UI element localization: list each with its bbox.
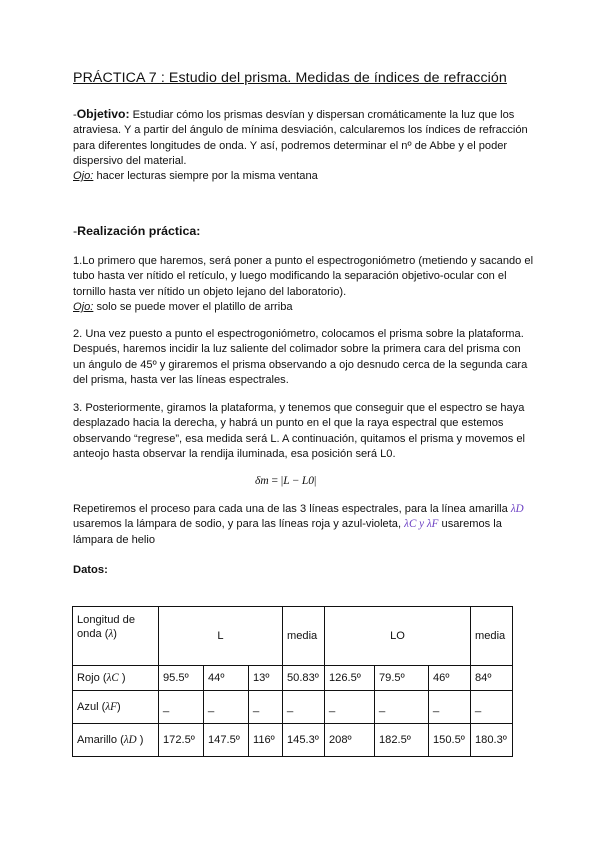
lamp-text-b: usaremos la lámpara de sodio, y para las líneas roja y azul-violeta, [73,518,405,531]
table-cell: 208º [325,724,375,757]
step-1-text: 1.Lo primero que haremos, será poner a punto el espectrogoniómetro (metiendo y sacando el tubo hasta ver nítido el retículo, y luego modificando la separación objetivo-ocular con el tornillo hasta ver nítido un objeto lejano del laboratorio). [73,255,534,298]
row-symbol: λC [106,672,119,684]
table-cell: 50.83º [283,666,325,691]
header-wavelength-b: onda ( [77,628,109,640]
table-row-rojo [73,666,513,691]
realizacion-dash: - [73,224,78,238]
lamp-text-a: Repetiremos el proceso para cada una de las 3 líneas espectrales, para la línea amarilla [73,503,511,515]
step-3-paragraph: 3. Posteriormente, giramos la plataforma, y tenemos que conseguir que el espectro se haya desplazado hacia la derecha, y habrá un punto en el que la raya espectral que estemos observando “regrese”, esa medida será L. A continuación, quitamos el prisma y movemos el anteojo hasta observar la rendija iluminada, esa posición será L0. [73,402,525,460]
table-row-azul [73,691,513,724]
objetivo-dash: - [73,109,77,121]
table-cell: 172.5º [159,724,204,757]
row-symbol: λF [105,701,117,713]
lambda-c-symbol: λC [404,518,417,531]
lamp-text-c: usaremos la lámpara de helio [73,518,502,546]
formula-a: L [283,475,290,487]
table-cell: _ [325,691,375,724]
row-label [73,724,159,757]
table-cell: 84º [471,666,513,691]
step-1-ojo-label: Ojo: [73,300,94,313]
objetivo-label: Objetivo: [76,107,130,121]
table-cell: 150.5º [429,724,471,757]
objetivo-ojo-text: hacer lecturas siempre por la misma ventana [93,170,318,183]
table-cell: _ [204,691,249,724]
realizacion-heading [73,224,200,238]
table-cell: 145.3º [283,724,325,757]
table-cell: 79.5º [375,666,429,691]
lambda-d-symbol: λD [510,503,524,515]
table-cell: 13º [249,666,283,691]
step-1-ojo-text: solo se puede mover el platillo de arriba [93,300,293,313]
formula-lhs: δm [255,475,269,487]
table-cell: _ [249,691,283,724]
objetivo-text: Estudiar cómo los prismas desvían y dispersan cromáticamente la luz que los atraviesa. Y a partir del ángulo de mínima desviación, calcularemos los índices de refracción para diferentes longitudes de onda. Y así, podremos determinar el nº de Abbe y el poder dispersivo del material. [73,109,528,167]
deviation-formula [255,475,316,487]
header-LO: LO [325,607,471,666]
page-title: PRÁCTICA 7 : Estudio del prisma. Medidas de índices de refracción [73,70,507,86]
table-cell: 44º [204,666,249,691]
objetivo-ojo-label: Ojo: [73,170,94,183]
table-cell: _ [429,691,471,724]
row-label [73,666,159,691]
formula-end: | [314,475,317,487]
table-header-row [73,607,513,666]
row-label-b: ) [116,701,121,713]
datos-heading: Datos: [73,564,108,576]
row-label [73,691,159,724]
formula-minus: − [289,475,302,487]
table-cell: 182.5º [375,724,429,757]
row-label-b: ) [118,672,126,684]
header-lambda-symbol: λ [108,628,114,640]
table-cell: 180.3º [471,724,513,757]
table-cell: _ [159,691,204,724]
realizacion-label: Realización práctica: [77,224,201,238]
data-table [72,606,513,757]
header-media-2: media [471,607,513,666]
header-L: L [159,607,283,666]
lambda-y-text: y [416,518,427,531]
row-label-b: ) [136,734,144,746]
row-label-a: Azul ( [77,701,106,713]
formula-b: L0 [301,475,315,487]
table-cell: 147.5º [204,724,249,757]
header-wavelength [73,607,159,666]
table-row-amarillo [73,724,513,757]
header-wavelength-c: ) [113,628,117,640]
table-cell: 126.5º [325,666,375,691]
row-label-a: Amarillo ( [77,734,124,746]
table-cell: _ [375,691,429,724]
table-cell: _ [471,691,513,724]
step-1-paragraph [73,254,535,315]
formula-eq: = | [268,475,284,487]
table-cell: 116º [249,724,283,757]
step-2-paragraph: 2. Una vez puesto a punto el espectrogoniómetro, colocamos el prisma sobre la plataforma. Después, haremos incidir la luz saliente del colimador sobre la primera cara del prisma con un ángulo de 45º y giraremos el prisma observando a ojo desnudo cerca de la segunda cara del prisma, hasta ver las líneas espectrales. [73,328,528,386]
lambda-f-symbol: λF [426,518,439,531]
row-label-a: Rojo ( [77,672,107,684]
row-symbol: λD [123,734,137,746]
header-media-1: media [283,607,325,666]
header-wavelength-a: Longitud de [77,614,135,626]
objetivo-paragraph [73,107,535,184]
table-cell: _ [283,691,325,724]
table-cell: 46º [429,666,471,691]
lamp-paragraph [73,502,535,548]
table-cell: 95.5º [159,666,204,691]
